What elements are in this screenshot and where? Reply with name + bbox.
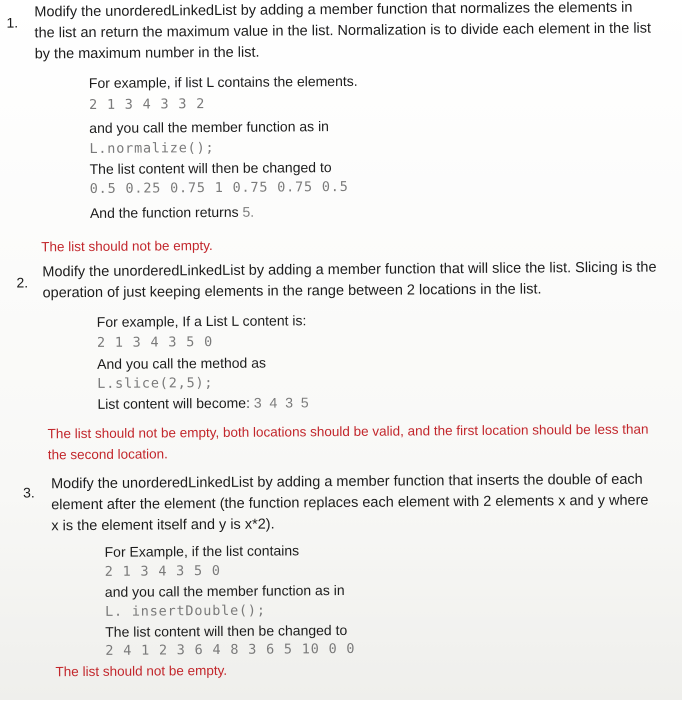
call-code: L.slice(2,5); — [97, 375, 214, 392]
call-code: L. insertDouble(); — [104, 602, 266, 620]
constraint-note: The list should not be empty. — [41, 238, 213, 255]
call-intro: And you call the method as — [97, 354, 267, 372]
call-code: L.normalize(); — [89, 139, 215, 157]
question-number: 1. — [6, 14, 19, 31]
question-stem: Modify the unorderedLinkedList by adding a member function that normalizes the elements in the list an return the maximum value in the list. Normalization is to divide each element in the list by the maximum number in the list. — [34, 0, 652, 63]
call-intro: and you call the member function as in — [104, 581, 345, 600]
result-intro: List content will become: — [97, 394, 251, 412]
call-intro: and you call the member function as in — [89, 118, 330, 136]
result-line — [97, 392, 310, 414]
constraint-note: The list should not be empty, both locations should be valid, and the first location should be less than the second location. — [47, 421, 649, 463]
result-list: 0.5 0.25 0.75 1 0.75 0.75 0.5 — [89, 178, 349, 197]
question-number: 3. — [23, 484, 35, 501]
question-stem: Modify the unorderedLinkedList by adding a member function that will slice the list. Slicing is the operation of just keeping elements in the range between 2 locations in the list. — [42, 259, 657, 302]
result-intro: The list content will then be changed to — [105, 621, 348, 640]
result-list: 3 4 3 5 — [253, 394, 311, 411]
example-intro: For example, if list L contains the elements. — [88, 72, 358, 91]
question-1 — [0, 0, 679, 255]
question-stem: Modify the unorderedLinkedList by adding a member function that inserts the double of each element after the element (the function replaces each element with 2 elements x and y where x is the element itself and y is x*2). — [50, 471, 649, 535]
example-list: 2 1 3 4 3 3 2 — [89, 96, 206, 113]
example-intro: For example, If a List L content is: — [96, 312, 307, 330]
example-intro: For Example, if the list contains — [104, 542, 300, 560]
returns-text: And the function returns — [89, 203, 239, 221]
example-list: 2 1 3 4 3 5 0 — [96, 334, 214, 351]
result-intro: The list content will then be changed to — [89, 159, 332, 177]
constraint-note: The list should not be empty. — [55, 662, 228, 680]
returns-line — [90, 202, 254, 223]
question-number: 2. — [16, 274, 29, 291]
example-list: 2 1 3 4 3 5 0 — [104, 562, 221, 580]
result-list: 2 4 1 2 3 6 4 8 3 6 5 10 0 0 — [105, 640, 356, 659]
returns-value: 5. — [242, 203, 255, 220]
